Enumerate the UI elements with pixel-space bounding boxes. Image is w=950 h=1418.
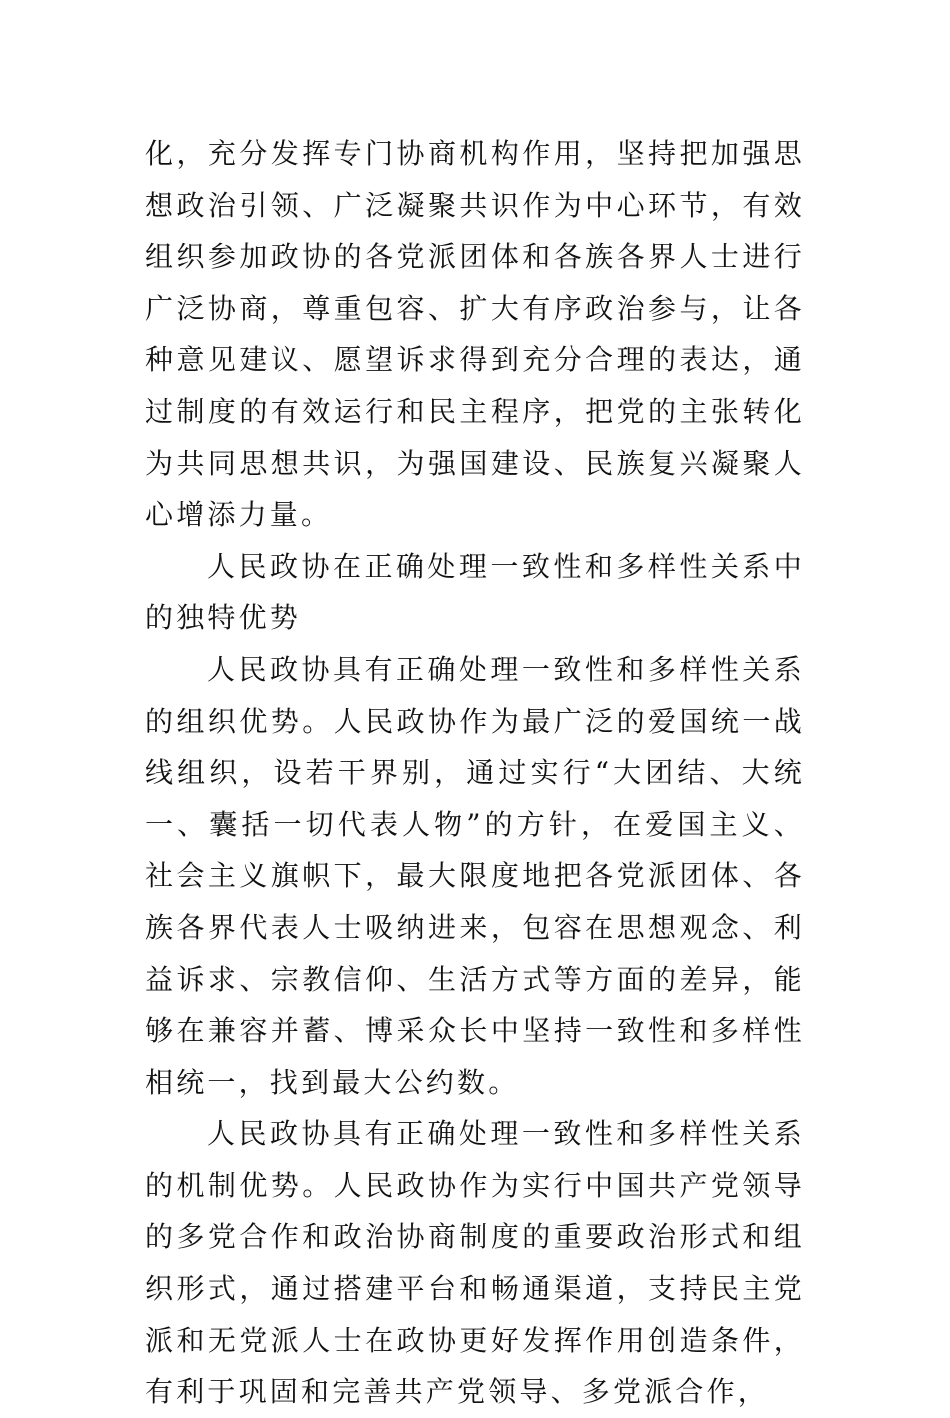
section-heading: 人民政协在正确处理一致性和多样性关系中的独特优势 [145, 549, 805, 635]
paragraph-mechanism-advantage: 人民政协具有正确处理一致性和多样性关系的机制优势。人民政协作为实行中国共产党领导的多党合作和政治协商制度的重要政治形式和组织形式，通过搭建平台和畅通渠道，支持民主党派和无党派人士在政协更好发挥作用创造条件，有利于巩固和完善共产党领导、多党派合作， [145, 1117, 805, 1409]
document-body [145, 128, 805, 1418]
paragraph-continuation: 化，充分发挥专门协商机构作用，坚持把加强思想政治引领、广泛凝聚共识作为中心环节，有效组织参加政协的各党派团体和各族各界人士进行广泛协商，尊重包容、扩大有序政治参与，让各种意见建议、愿望诉求得到充分合理的表达，通过制度的有效运行和民主程序，把党的主张转化为共同思想共识，为强国建设、民族复兴凝聚人心增添力量。 [145, 137, 805, 532]
paragraph-organizational-advantage: 人民政协具有正确处理一致性和多样性关系的组织优势。人民政协作为最广泛的爱国统一战线组织，设若干界别，通过实行“大团结、大统一、囊括一切代表人物”的方针，在爱国主义、社会主义旗帜下，最大限度地把各党派团体、各族各界代表人士吸纳进来，包容在思想观念、利益诉求、宗教信仰、生活方式等方面的差异，能够在兼容并蓄、博采众长中坚持一致性和多样性相统一，找到最大公约数。 [145, 652, 805, 1099]
